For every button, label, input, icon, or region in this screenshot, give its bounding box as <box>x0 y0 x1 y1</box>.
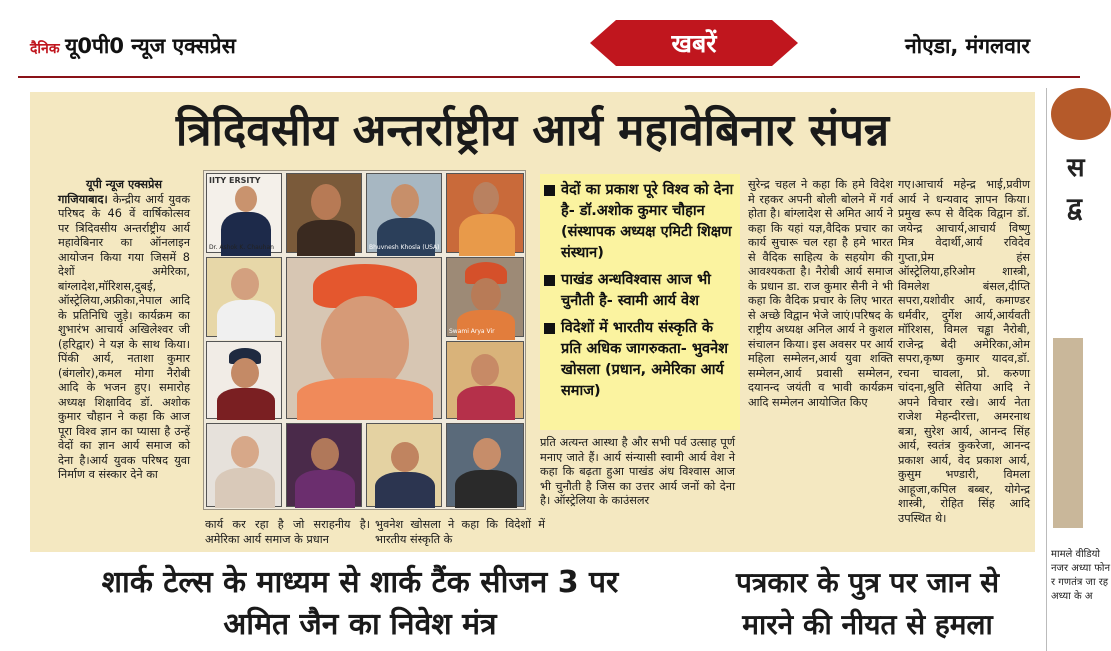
bullet-square-icon <box>544 185 555 196</box>
article-column-6: गए।आचार्य महेन्द्र भाई,प्रवीण आर्य ने धन्यवाद ज्ञापन किया। प्रमुख रूप से वैदिक विद्वान डॉ. जयेन्द्र आचार्य,आचार्य विष्णु मित्र वेदार्थी,आर्य रविदेव गुप्ता,प्रेम हंस ऑस्ट्रेलिया,हरिओम शास्त्री, विमलेश बंसल,दीप्ति सपरा,यशोवीर आर्य, कमाण्डर धर्मवीर, दुर्गेश आर्य,आर्यवती मॉरिशस, विमल चड्ढा नैरोबी, राजेन्द्र बेदी अमेरिका,ओम सपरा,कृष्ण कुमार यादव,डॉ. रचना चावला, प्रो. करुणा चांदना,श्रुति सेतिया आदि ने अपने विचार रखे। आर्य नेता राजेश मेहन्दीरत्ता, अमरनाथ बत्रा, सुरेश आर्य, आनन्द सिंह आर्य, स्वतंत्र कुकरेजा, आनन्द प्रकाश आर्य, वेद प्रकाश आर्य, कुसुम भण्डारी, विमला आहूजा,कपिल बब्बर, योगेन्द्र शास्त्री, रोहित सिंह आदि उपस्थित थे। <box>898 178 1030 525</box>
article-panel <box>30 92 1035 552</box>
masthead <box>0 0 1080 78</box>
participant-tile <box>206 341 282 419</box>
brand-prefix: दैनिक <box>30 41 60 57</box>
byline: यूपी न्यूज एक्सप्रेस <box>85 178 163 191</box>
adjacent-photo <box>1053 338 1083 528</box>
adjacent-article-strip <box>1046 88 1111 651</box>
participant-tile <box>446 341 524 419</box>
article-headline: त्रिदिवसीय अन्तर्राष्ट्रीय आर्य महावेबिनार संपन्न <box>175 105 890 156</box>
journalist-attack-headline <box>700 562 1035 646</box>
article-column-3: भुवनेश खोसला ने कहा कि विदेशों में भारतीय संस्कृति के <box>375 518 545 546</box>
participant-caption: Bhuvnesh Khosla (USA) <box>369 244 440 251</box>
adjacent-heading-fragment: द्व <box>1067 193 1082 223</box>
masthead-rule <box>18 76 1080 78</box>
participant-tile <box>446 173 524 253</box>
headline-line: पत्रकार के पुत्र पर जान से <box>735 566 1000 599</box>
participant-tile <box>446 423 524 507</box>
participant-tile <box>446 257 524 337</box>
section-banner <box>590 20 798 66</box>
bullet-square-icon <box>544 323 555 334</box>
bullet-square-icon <box>544 275 555 286</box>
highlight-item <box>544 270 736 312</box>
highlights-box <box>540 174 740 430</box>
participant-caption: Dr. Ashok K. Chauhan <box>209 244 274 251</box>
participant-tile <box>286 173 362 253</box>
adjacent-text-fragment: मामले वीडियो नजर अध्या फोन र गणतंत्र जा रह अध्या के अ <box>1051 549 1111 602</box>
headline-line: शार्क टेल्स के माध्यम से शार्क टैंक सीजन 3 पर <box>101 565 619 600</box>
article-column-1 <box>58 178 190 483</box>
article-column-5: सुरेन्द्र चहल ने कहा कि हमे विदेश मे रहकर अपनी बोली बोलने में गर्व होता है। बांग्लादेश से अमित आर्य ने कहा कि यहां यज्ञ,वैदिक प्रचार का कार्य सुचारू चल रहा है हमे भारत से वैदिक साहित्य के सहयोग की आवश्यकता है। नैरोबी आर्य समाज के प्रधान डा. राज कुमार सैनी ने भी कहा कि वैदिक प्रचार के लिए भारत से अच्छे विद्वान भेजे जाएं।परिषद के राष्ट्रीय अध्यक्ष अनिल आर्य ने कुशल संचालन किया। इस अवसर पर आर्य महिला सम्मेलन,आर्य युवा शक्ति सम्मेलन,आर्य प्रवासी सम्मेलन, दयानन्द जयंती व भावी कार्यक्रम आदि सम्मेलन आयोजित किए <box>748 178 893 409</box>
highlight-item <box>544 318 736 402</box>
article-column-4: प्रति अत्यन्त आस्था है और सभी पर्व उत्साह पूर्ण मनाए जाते हैं। आर्य संन्यासी स्वामी आर्य वेश ने कहा कि बढ़ता हुआ पाखंड अंध विश्वास आज भी चुनौती है जिस का उत्तर आर्य जनों को देना है। ऑस्ट्रेलिया के काउंसलर <box>540 436 735 507</box>
location: गाजियाबाद। <box>58 192 108 206</box>
shark-tank-headline <box>40 562 680 646</box>
highlight-item <box>544 180 736 264</box>
highlight-text: विदेशों में भारतीय संस्कृति के प्रति अधिक जागरुकता- भुवनेश खोसला (प्रधान, अमेरिका आर्य समाज) <box>561 320 728 399</box>
participant-tile <box>206 257 282 337</box>
highlight-text: वेदों का प्रकाश पूरे विश्व को देना है- डॉ.अशोक कुमार चौहान (संस्थापक अध्यक्ष एमिटी शिक्षण संस्थान) <box>561 182 734 261</box>
headline-line: मारने की नीयत से हमला <box>742 608 993 641</box>
participant-tile <box>366 423 442 507</box>
highlight-text: पाखंड अन्धविश्वास आज भी चुनौती है- स्वामी आर्य वेश <box>561 272 711 309</box>
section-label: खबरें <box>671 29 717 58</box>
brand <box>30 32 236 60</box>
column-1-text: केन्द्रीय आर्य युवक परिषद के 46 वें वार्षिकोत्सव पर त्रिदिवसीय अन्तर्राष्ट्रीय आर्य महावेबिनार का ऑनलाइन आयोजन किया गया जिसमें 8 देशों अमेरिका, बांग्लादेश,मॉरिशस,दुबई, ऑस्ट्रेलिया,अफ्रीका,नेपाल आदि के प्रतिनिधि जुड़े। कार्यक्रम का शुभारंभ आचार्य अखिलेश्वर जी (हरिद्वार) ने यज्ञ के साथ किया।पिंकी आर्य, नताशा कुमार (बंगलोर),कमल मोगा नैरोबी आदि के भजन हुए। समारोह अध्यक्ष शिक्षाविद डॉ. अशोक कुमार चौहान ने कहा कि आज पूरा विश्व ज्ञान का प्यासा है उन्हें वेदों का ज्ञान आर्य समाज को देना है।आर्य युवक परिषद युवा निर्माण व संस्कार देने का <box>58 192 191 481</box>
headline-line: अमित जैन का निवेश मंत्र <box>223 607 497 642</box>
participant-tile <box>206 423 282 507</box>
participant-tile <box>206 173 282 253</box>
main-speaker-tile <box>286 257 442 419</box>
participant-tile <box>286 423 362 507</box>
participant-tile <box>366 173 442 253</box>
participant-caption: Swami Arya Vir <box>449 328 495 335</box>
logo-text: IITY ERSITY <box>209 176 261 185</box>
adjacent-heading-fragment: स <box>1067 153 1085 183</box>
decorative-circle <box>1051 88 1111 140</box>
article-column-2: कार्य कर रहा है जो सराहनीय है। अमेरिका आर्य समाज के प्रधान <box>205 518 370 546</box>
brand-name: यू0पी0 न्यूज एक्सप्रेस <box>65 34 236 58</box>
dateline: नोएडा, मंगलवार <box>905 34 1030 58</box>
webinar-photo-collage <box>203 170 526 510</box>
